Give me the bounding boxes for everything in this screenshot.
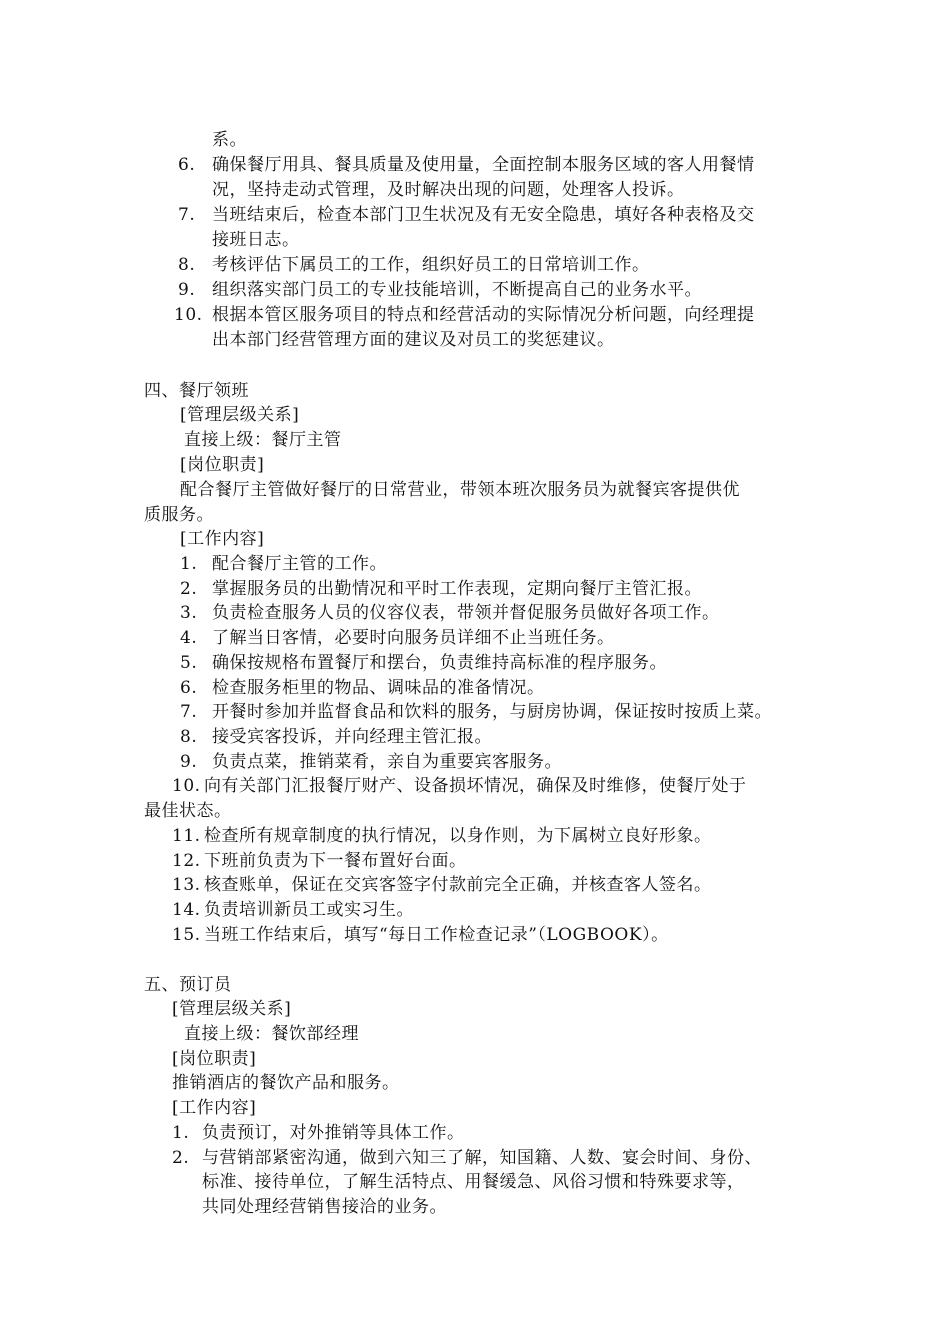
duty-text: 推销酒店的餐饮产品和服务。 bbox=[172, 1073, 400, 1093]
item-number: 14. bbox=[172, 900, 201, 920]
item-number: 10. bbox=[174, 305, 203, 325]
section-title: 四、餐厅领班 bbox=[144, 381, 249, 401]
item-text: 了解当日客情，必要时向服务员详细不止当班任务。 bbox=[212, 628, 615, 648]
item-number: 13. bbox=[172, 875, 201, 895]
item-text: 配合餐厅主管的工作。 bbox=[212, 554, 387, 574]
item-text: 况，坚持走动式管理，及时解决出现的问题，处理客人投诉。 bbox=[212, 180, 685, 200]
duty-text: 配合餐厅主管做好餐厅的日常营业，带领本班次服务员为就餐宾客提供优 bbox=[180, 480, 740, 500]
item-text: 检查服务柜里的物品、调味品的准备情况。 bbox=[212, 678, 545, 698]
superior-line: 直接上级：餐厅主管 bbox=[184, 430, 342, 450]
item-text: 负责检查服务人员的仪容仪表，带领并督促服务员做好各项工作。 bbox=[212, 603, 720, 623]
item-text: 组织落实部门员工的专业技能培训，不断提高自己的业务水平。 bbox=[212, 280, 702, 300]
item-text: 最佳状态。 bbox=[144, 801, 232, 821]
item-number: 9. bbox=[178, 280, 196, 300]
item-text: 掌握服务员的出勤情况和平时工作表现，定期向餐厅主管汇报。 bbox=[212, 579, 702, 599]
item-text: 开餐时参加并监督食品和饮料的服务，与厨房协调，保证按时按质上菜。 bbox=[212, 702, 772, 722]
item-number: 5. bbox=[180, 653, 198, 673]
section-title: 五、预订员 bbox=[144, 975, 232, 995]
item-number: 9. bbox=[180, 752, 198, 772]
item-text: 根据本管区服务项目的特点和经营活动的实际情况分析问题，向经理提 bbox=[212, 305, 755, 325]
work-label: [工作内容] bbox=[180, 529, 265, 549]
item-text: 接受宾客投诉，并向经理主管汇报。 bbox=[212, 727, 492, 747]
item-text: 检查所有规章制度的执行情况，以身作则，为下属树立良好形象。 bbox=[204, 826, 712, 846]
item-number: 11. bbox=[172, 826, 201, 846]
item-number: 3. bbox=[180, 603, 198, 623]
item-text: 共同处理经营销售接洽的业务。 bbox=[202, 1197, 447, 1217]
item-number: 8. bbox=[178, 255, 196, 275]
item-number: 12. bbox=[172, 851, 201, 871]
item-number: 2. bbox=[180, 579, 198, 599]
item-text: 与营销部紧密沟通，做到六知三了解，知国籍、人数、宴会时间、身份、 bbox=[202, 1148, 762, 1168]
item-text: 考核评估下属员工的工作，组织好员工的日常培训工作。 bbox=[212, 255, 650, 275]
superior-line: 直接上级：餐饮部经理 bbox=[184, 1024, 359, 1044]
item-text: 当班工作结束后，填写“每日工作检查记录”（LOGBOOK）。 bbox=[204, 925, 669, 945]
item-number: 6. bbox=[178, 155, 196, 175]
item-text: 标准、接待单位，了解生活特点、用餐缓急、风俗习惯和特殊要求等， bbox=[202, 1172, 745, 1192]
item-text: 下班前负责为下一餐布置好台面。 bbox=[204, 851, 467, 871]
item-number: 4. bbox=[180, 628, 198, 648]
item-text: 接班日志。 bbox=[212, 230, 300, 250]
item-text: 确保餐厅用具、餐具质量及使用量，全面控制本服务区域的客人用餐情 bbox=[212, 155, 755, 175]
duty-label: [岗位职责] bbox=[172, 1049, 257, 1069]
continuation-text: 系。 bbox=[212, 130, 247, 150]
item-number: 1. bbox=[180, 554, 198, 574]
item-number: 2. bbox=[172, 1148, 190, 1168]
duty-label: [岗位职责] bbox=[180, 455, 265, 475]
hierarchy-label: [管理层级关系] bbox=[172, 999, 292, 1019]
item-number: 15. bbox=[172, 925, 201, 945]
item-text: 向有关部门汇报餐厅财产、设备损坏情况，确保及时维修，使餐厅处于 bbox=[204, 776, 747, 796]
item-text: 负责培训新员工或实习生。 bbox=[204, 900, 414, 920]
item-text: 当班结束后，检查本部门卫生状况及有无安全隐患，填好各种表格及交 bbox=[212, 205, 755, 225]
work-label: [工作内容] bbox=[172, 1098, 257, 1118]
hierarchy-label: [管理层级关系] bbox=[180, 405, 300, 425]
item-number: 1. bbox=[172, 1123, 190, 1143]
item-number: 7. bbox=[180, 702, 198, 722]
item-text: 确保按规格布置餐厅和摆台，负责维持高标准的程序服务。 bbox=[212, 653, 667, 673]
item-number: 10. bbox=[172, 776, 201, 796]
item-number: 6. bbox=[180, 678, 198, 698]
item-text: 核查账单，保证在交宾客签字付款前完全正确，并核查客人签名。 bbox=[204, 875, 712, 895]
item-text: 负责点菜，推销菜肴，亲自为重要宾客服务。 bbox=[212, 752, 562, 772]
item-number: 8. bbox=[180, 727, 198, 747]
duty-text: 质服务。 bbox=[144, 505, 214, 525]
item-number: 7. bbox=[178, 205, 196, 225]
item-text: 负责预订，对外推销等具体工作。 bbox=[202, 1123, 465, 1143]
item-text: 出本部门经营管理方面的建议及对员工的奖惩建议。 bbox=[212, 330, 615, 350]
